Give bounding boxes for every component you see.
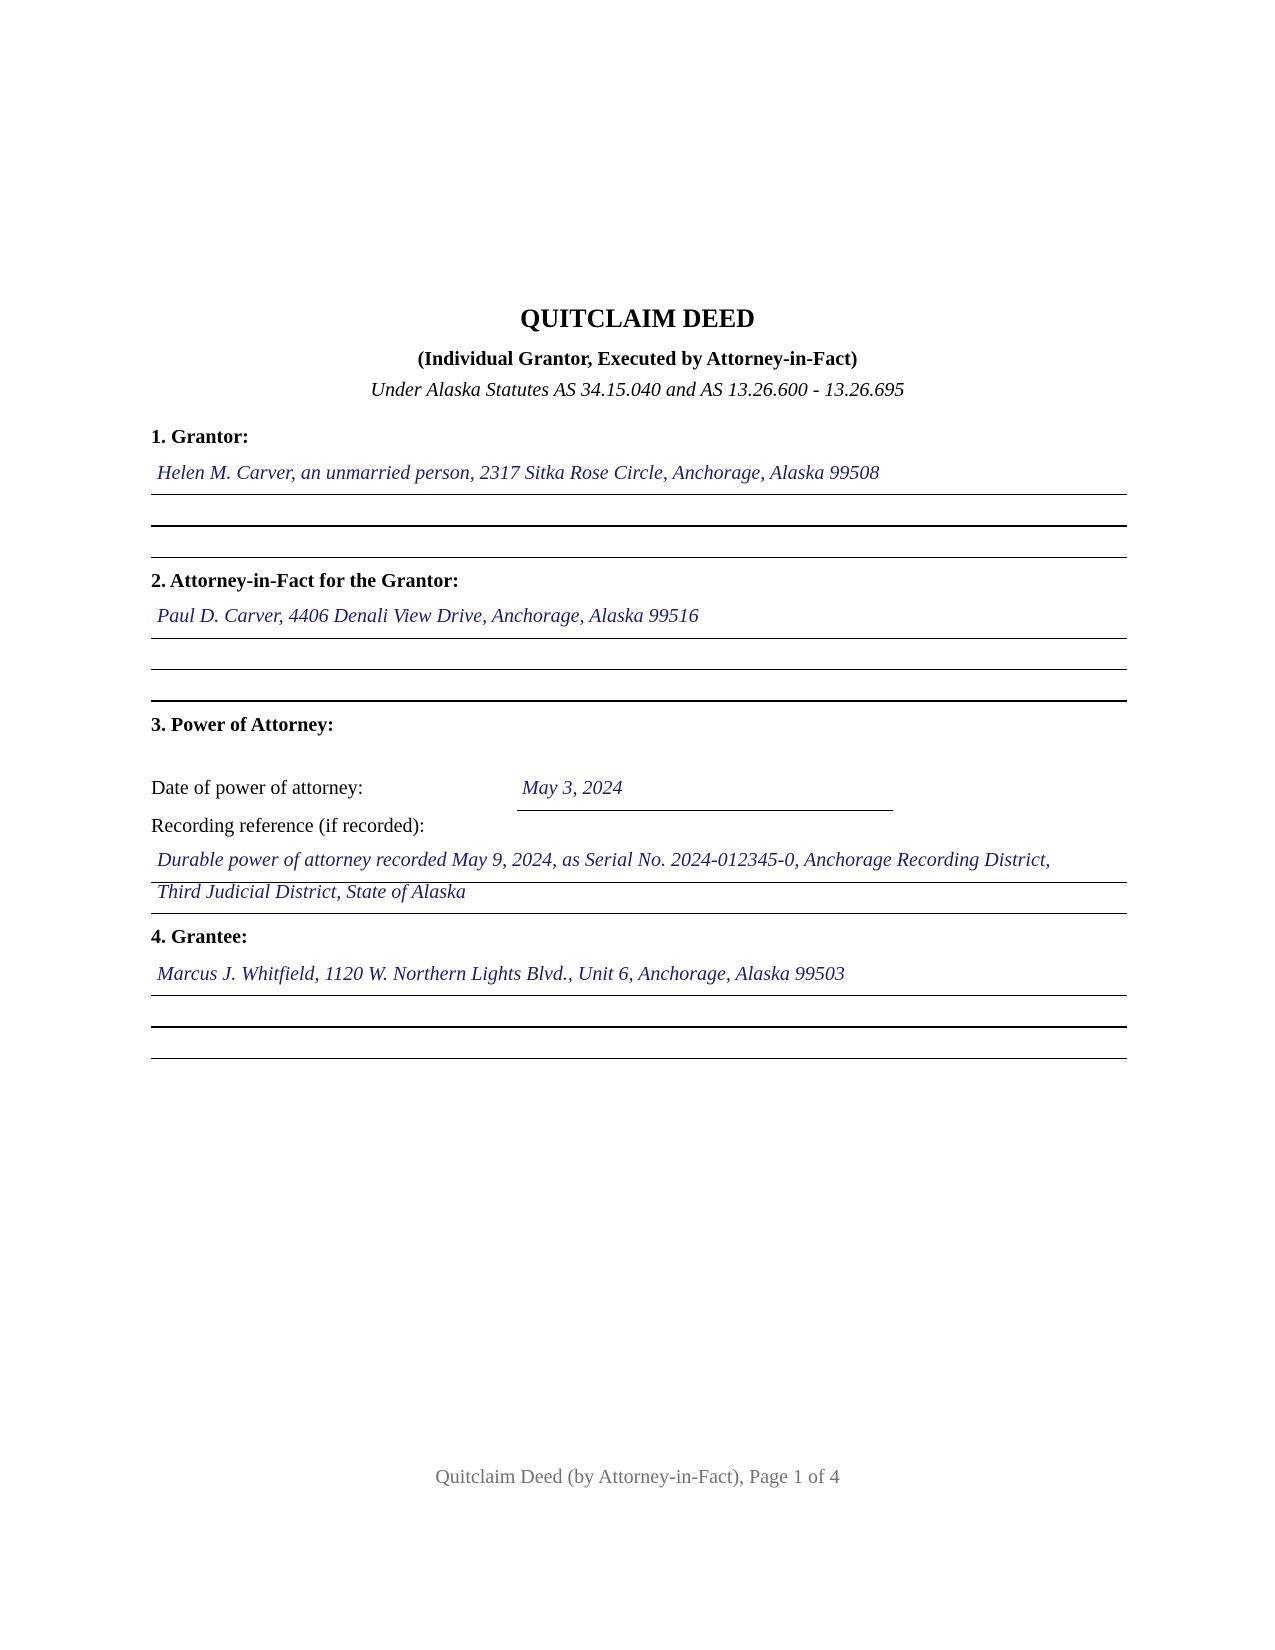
- grantor-line-3: [151, 557, 1127, 558]
- poa-recording-line-2: [151, 913, 1127, 914]
- poa-date-label: Date of power of attorney:: [151, 777, 364, 799]
- grantee-line-1: [151, 995, 1127, 996]
- grantor-line-2: [151, 525, 1127, 527]
- attorney-line-1: [151, 638, 1127, 639]
- power-of-attorney-heading: 3. Power of Attorney:: [151, 714, 334, 736]
- poa-recording-label: Recording reference (if recorded):: [151, 815, 425, 837]
- grantee-field[interactable]: Marcus J. Whitfield, 1120 W. Northern Lights Blvd., Unit 6, Anchorage, Alaska 99503: [157, 963, 845, 985]
- poa-date-line: [517, 810, 893, 811]
- grantee-heading: 4. Grantee:: [151, 926, 248, 948]
- poa-recording-field-line1[interactable]: Durable power of attorney recorded May 9, 2024, as Serial No. 2024-012345-0, Anchorage Recording District,: [157, 849, 1051, 871]
- grantor-heading: 1. Grantor:: [151, 426, 249, 448]
- attorney-line-3: [151, 700, 1127, 702]
- attorney-in-fact-heading: 2. Attorney-in-Fact for the Grantor:: [151, 570, 459, 592]
- grantee-line-3: [151, 1058, 1127, 1059]
- grantor-line-1: [151, 494, 1127, 495]
- page-footer: Quitclaim Deed (by Attorney-in-Fact), Page 1 of 4: [435, 1466, 840, 1488]
- poa-date-field[interactable]: May 3, 2024: [522, 777, 623, 799]
- grantee-line-2: [151, 1026, 1127, 1028]
- document-title: QUITCLAIM DEED: [520, 304, 755, 333]
- statute-reference: Under Alaska Statutes AS 34.15.040 and AS 13.26.600 - 13.26.695: [370, 379, 905, 401]
- grantor-field[interactable]: Helen M. Carver, an unmarried person, 2317 Sitka Rose Circle, Anchorage, Alaska 99508: [157, 462, 880, 484]
- attorney-line-2: [151, 669, 1127, 670]
- poa-recording-field-line2[interactable]: Third Judicial District, State of Alaska: [157, 881, 466, 903]
- document-subtitle: (Individual Grantor, Executed by Attorney-in-Fact): [417, 348, 858, 370]
- attorney-in-fact-field[interactable]: Paul D. Carver, 4406 Denali View Drive, Anchorage, Alaska 99516: [157, 605, 699, 627]
